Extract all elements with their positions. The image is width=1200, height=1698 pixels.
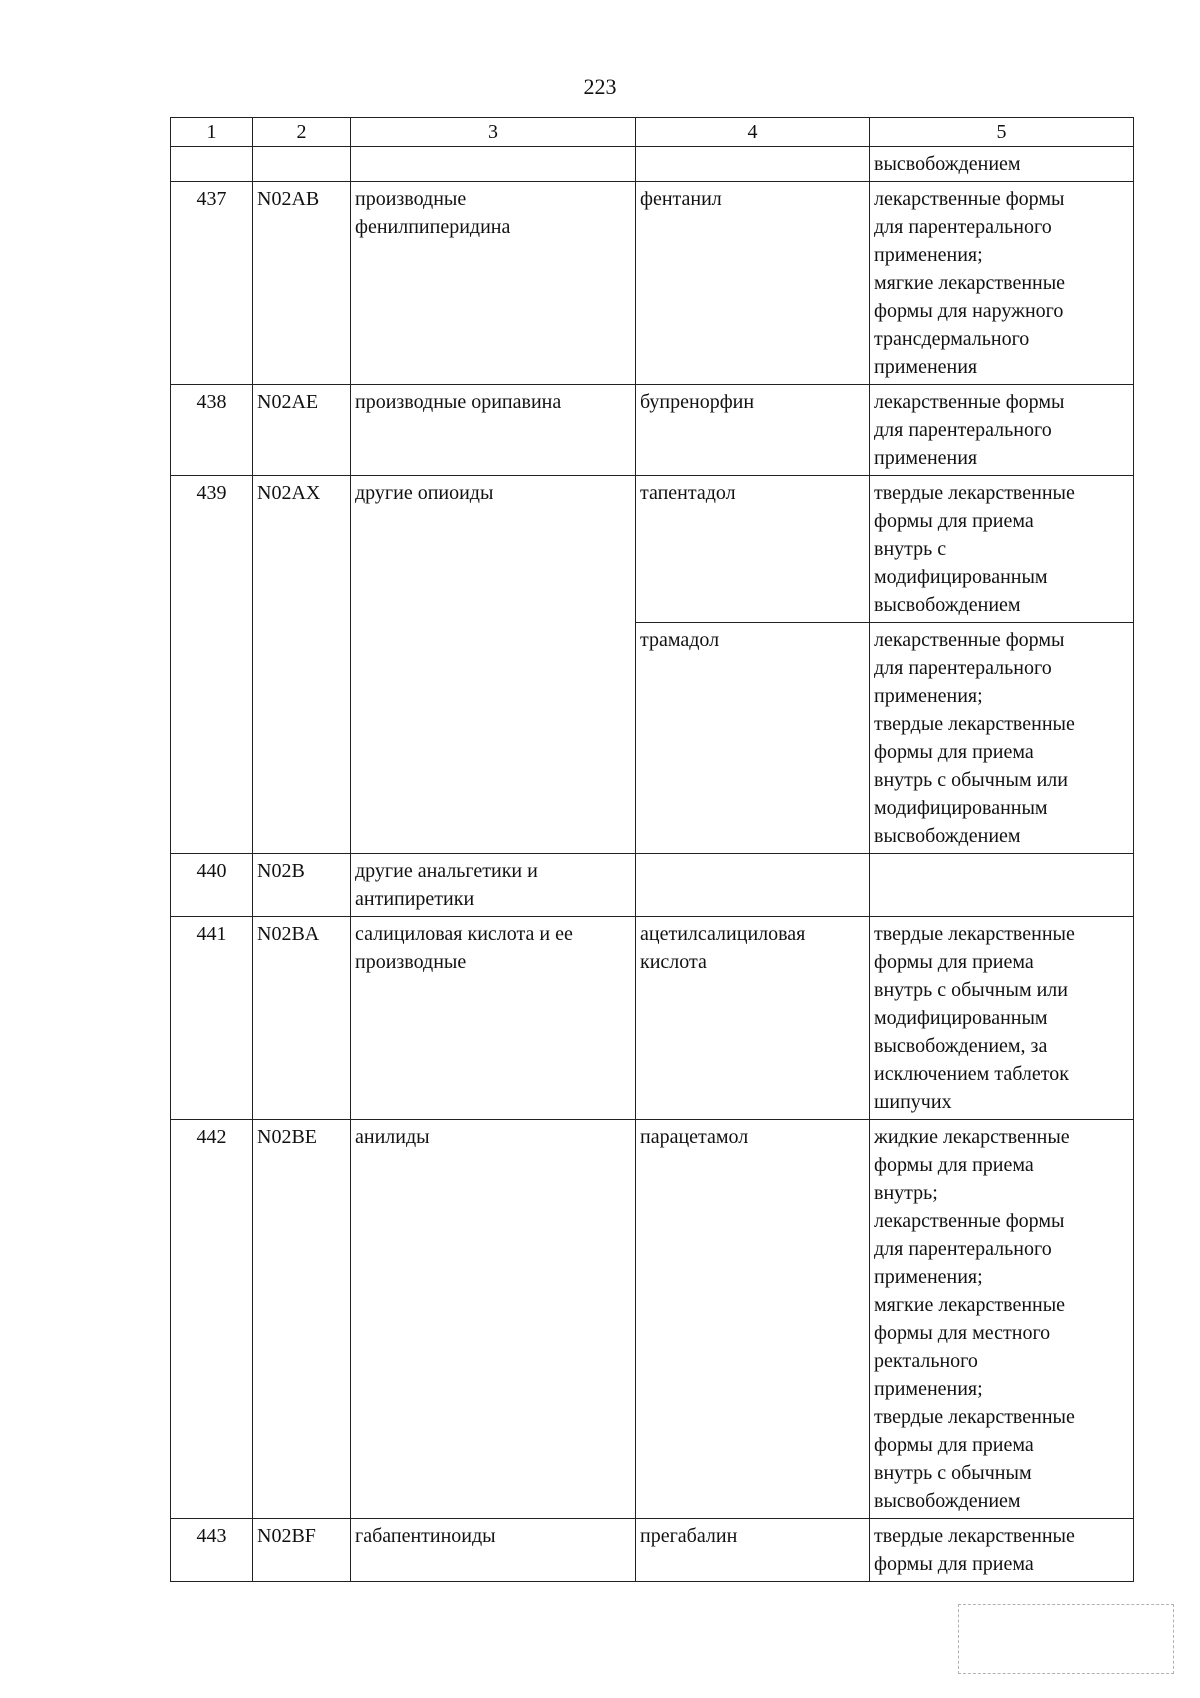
dosage-forms [870, 1120, 1134, 1519]
substance-name [636, 623, 870, 854]
substance-name-line: бупренорфин [640, 391, 755, 413]
table-row [171, 147, 1134, 182]
dosage-forms-line: внутрь с [874, 538, 947, 560]
atc-code: N02AE [253, 385, 351, 476]
substance-name [636, 917, 870, 1120]
column-header-4: 4 [636, 118, 870, 147]
atc-code: N02AX [253, 476, 351, 854]
anatomical-group-line: другие опиоиды [355, 482, 494, 504]
dosage-forms-line: формы для наружного [874, 300, 1064, 322]
anatomical-group [351, 147, 636, 182]
row-number: 442 [171, 1120, 253, 1519]
dosage-forms-line: формы для приема [874, 741, 1034, 763]
dosage-forms-line: твердые лекарственные [874, 482, 1075, 504]
table-row [171, 385, 1134, 476]
dosage-forms-line: лекарственные формы [874, 188, 1065, 210]
dosage-forms-line: формы для приема [874, 951, 1034, 973]
substance-name [636, 147, 870, 182]
row-number: 437 [171, 182, 253, 385]
registration-stamp [958, 1604, 1174, 1674]
dosage-forms-line: для парентерального [874, 1238, 1052, 1260]
dosage-forms-line: применения; [874, 685, 983, 707]
row-number: 438 [171, 385, 253, 476]
dosage-forms-line: внутрь с обычным или [874, 769, 1068, 791]
row-number: 443 [171, 1519, 253, 1582]
dosage-forms-line: формы для приема [874, 1154, 1034, 1176]
drug-table [170, 117, 1134, 1582]
anatomical-group-line: производные орипавина [355, 391, 562, 413]
dosage-forms-line: внутрь с обычным или [874, 979, 1068, 1001]
dosage-forms-line: формы для приема [874, 1434, 1034, 1456]
dosage-forms-line: жидкие лекарственные [874, 1126, 1070, 1148]
dosage-forms-line: применения; [874, 1266, 983, 1288]
dosage-forms [870, 147, 1134, 182]
dosage-forms-line: формы для приема [874, 1553, 1034, 1575]
table-header-row [171, 118, 1134, 147]
table-row [171, 476, 1134, 623]
table-row [171, 854, 1134, 917]
anatomical-group-line: другие анальгетики и [355, 860, 538, 882]
dosage-forms-line: лекарственные формы [874, 629, 1065, 651]
substance-name-line: трамадол [640, 629, 720, 651]
dosage-forms-line: применения; [874, 244, 983, 266]
dosage-forms-line: применения [874, 447, 978, 469]
substance-name [636, 854, 870, 917]
atc-code: N02BF [253, 1519, 351, 1582]
dosage-forms-line: модифицированным [874, 797, 1048, 819]
atc-code: N02AB [253, 182, 351, 385]
dosage-forms-line: трансдермального [874, 328, 1030, 350]
row-number: 441 [171, 917, 253, 1120]
substance-name [636, 476, 870, 623]
column-header-5: 5 [870, 118, 1134, 147]
row-number: 440 [171, 854, 253, 917]
dosage-forms-line: высвобождением, за [874, 1035, 1048, 1057]
dosage-forms-line: исключением таблеток [874, 1063, 1069, 1085]
dosage-forms-line: лекарственные формы [874, 391, 1065, 413]
anatomical-group-line: производные [355, 188, 467, 210]
dosage-forms-line: высвобождением [874, 1490, 1021, 1512]
dosage-forms [870, 623, 1134, 854]
anatomical-group-line: габапентиноиды [355, 1525, 496, 1547]
atc-code: N02B [253, 854, 351, 917]
dosage-forms [870, 182, 1134, 385]
substance-name-line: ацетилсалициловая [640, 923, 806, 945]
anatomical-group [351, 476, 636, 854]
atc-code: N02BA [253, 917, 351, 1120]
anatomical-group [351, 1120, 636, 1519]
dosage-forms-line: модифицированным [874, 566, 1048, 588]
dosage-forms-line: мягкие лекарственные [874, 1294, 1066, 1316]
dosage-forms-line: модифицированным [874, 1007, 1048, 1029]
substance-name [636, 385, 870, 476]
table-row [171, 182, 1134, 385]
anatomical-group [351, 917, 636, 1120]
dosage-forms-line: для парентерального [874, 657, 1052, 679]
row-number [171, 147, 253, 182]
dosage-forms-line: твердые лекарственные [874, 1406, 1075, 1428]
substance-name-line: тапентадол [640, 482, 736, 504]
dosage-forms-line: формы для местного [874, 1322, 1051, 1344]
anatomical-group [351, 1519, 636, 1582]
anatomical-group-line: анилиды [355, 1126, 430, 1148]
atc-code [253, 147, 351, 182]
anatomical-group-line: салициловая кислота и ее [355, 923, 573, 945]
row-number: 439 [171, 476, 253, 854]
dosage-forms [870, 476, 1134, 623]
dosage-forms-line: твердые лекарственные [874, 713, 1075, 735]
substance-name [636, 1519, 870, 1582]
column-header-2: 2 [253, 118, 351, 147]
anatomical-group-line: фенилпиперидина [355, 216, 511, 238]
dosage-forms [870, 917, 1134, 1120]
dosage-forms-line: высвобождением [874, 825, 1021, 847]
anatomical-group [351, 854, 636, 917]
dosage-forms-line: шипучих [874, 1091, 952, 1113]
dosage-forms-line: применения; [874, 1378, 983, 1400]
anatomical-group [351, 182, 636, 385]
substance-name-line: кислота [640, 951, 707, 973]
substance-name [636, 182, 870, 385]
dosage-forms-line: формы для приема [874, 510, 1034, 532]
column-header-3: 3 [351, 118, 636, 147]
table-row [171, 917, 1134, 1120]
atc-code: N02BE [253, 1120, 351, 1519]
dosage-forms-line: лекарственные формы [874, 1210, 1065, 1232]
anatomical-group-line: производные [355, 951, 467, 973]
dosage-forms-line: ректального [874, 1350, 978, 1372]
dosage-forms-line: мягкие лекарственные [874, 272, 1066, 294]
page-number: 223 [583, 74, 617, 99]
dosage-forms-line: высвобождением [874, 594, 1021, 616]
dosage-forms [870, 1519, 1134, 1582]
substance-name-line: парацетамол [640, 1126, 749, 1148]
dosage-forms-line: для парентерального [874, 216, 1052, 238]
dosage-forms-line: твердые лекарственные [874, 1525, 1075, 1547]
dosage-forms [870, 854, 1134, 917]
dosage-forms-line: применения [874, 356, 978, 378]
table-row [171, 1120, 1134, 1519]
table-row [171, 1519, 1134, 1582]
dosage-forms [870, 385, 1134, 476]
substance-name [636, 1120, 870, 1519]
dosage-forms-line: высвобождением [874, 153, 1021, 175]
dosage-forms-line: твердые лекарственные [874, 923, 1075, 945]
substance-name-line: прегабалин [640, 1525, 738, 1547]
dosage-forms-line: внутрь; [874, 1182, 938, 1204]
anatomical-group [351, 385, 636, 476]
dosage-forms-line: для парентерального [874, 419, 1052, 441]
column-header-1: 1 [171, 118, 253, 147]
dosage-forms-line: внутрь с обычным [874, 1462, 1032, 1484]
anatomical-group-line: антипиретики [355, 888, 475, 910]
substance-name-line: фентанил [640, 188, 722, 210]
